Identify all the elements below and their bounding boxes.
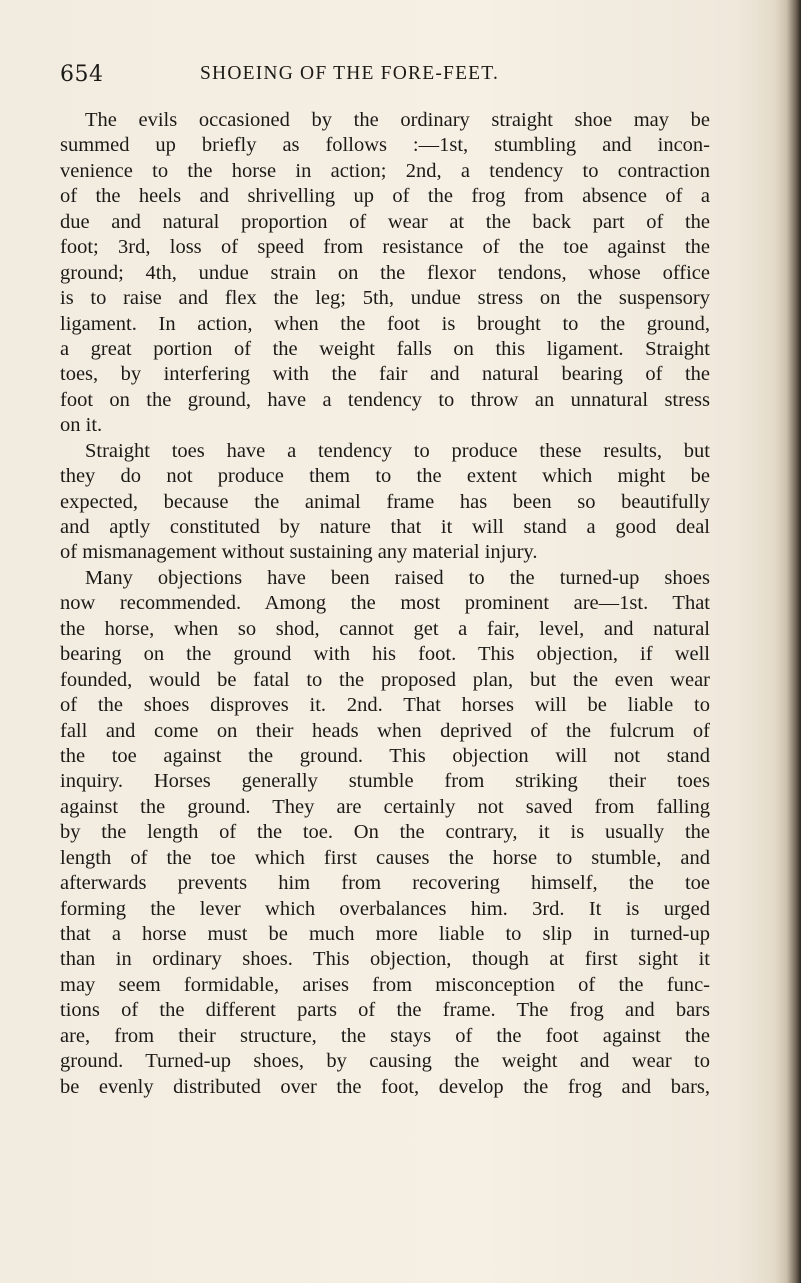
text-line: foot; 3rd, loss of speed from resistance of the toe against the bbox=[60, 236, 710, 259]
text-line: inquiry. Horses generally stumble from striking their toes bbox=[60, 770, 710, 793]
text-line: ligament. In action, when the foot is brought to the ground, bbox=[60, 312, 710, 335]
text-line: on it. bbox=[60, 414, 103, 437]
text-line: ground. Turned-up shoes, by causing the weight and wear to bbox=[60, 1050, 710, 1073]
text-line: and aptly constituted by nature that it will stand a good deal bbox=[60, 516, 710, 538]
text-line: toes, by interfering with the fair and natural bearing of the bbox=[60, 363, 710, 386]
page-number: 654 bbox=[60, 62, 104, 87]
text-line: afterwards prevents him from recovering himself, the toe bbox=[60, 872, 710, 895]
text-line: be evenly distributed over the foot, develop the frog and bars, bbox=[60, 1075, 710, 1098]
text-line: of the shoes disproves it. 2nd. That horses will be liable to bbox=[60, 694, 710, 717]
text-line: are, from their structure, the stays of the foot against the bbox=[60, 1024, 710, 1047]
text-line: now recommended. Among the most prominent are—1st. That bbox=[60, 592, 710, 615]
text-line: Straight toes have a tendency to produce these results, but bbox=[85, 439, 710, 462]
text-line: the toe against the ground. This objection will not stand bbox=[60, 744, 710, 767]
text-line: expected, because the animal frame has been so beautifully bbox=[60, 490, 710, 513]
text-line: than in ordinary shoes. This objection, though at first sight it bbox=[60, 948, 710, 971]
text-line: Many objections have been raised to the turned-up shoes bbox=[85, 566, 710, 589]
text-line: ground; 4th, undue strain on the flexor tendons, whose office bbox=[60, 261, 710, 284]
text-line: due and natural proportion of wear at the back part of the bbox=[60, 210, 710, 233]
text-line: forming the lever which overbalances him. 3rd. It is urged bbox=[60, 897, 710, 920]
text-line: fall and come on their heads when deprived of the fulcrum of bbox=[60, 719, 710, 742]
page-edge-shadow bbox=[775, 0, 801, 1283]
text-line: foot on the ground, have a tendency to throw an unnatural stress bbox=[60, 388, 710, 411]
text-line: venience to the horse in action; 2nd, a tendency to contraction bbox=[60, 159, 710, 182]
text-line: the horse, when so shod, cannot get a fair, level, and natural bbox=[60, 617, 710, 640]
running-head: SHOEING OF THE FORE-FEET. bbox=[200, 63, 500, 84]
text-line: founded, would be fatal to the proposed plan, but the even wear bbox=[60, 668, 710, 691]
text-line: of the heels and shrivelling up of the frog from absence of a bbox=[60, 185, 710, 208]
text-line: tions of the different parts of the frame. The frog and bars bbox=[60, 999, 710, 1022]
text-line: by the length of the toe. On the contrary, it is usually the bbox=[60, 821, 710, 844]
text-line: summed up briefly as follows :—1st, stumbling and incon- bbox=[60, 134, 710, 157]
text-line: they do not produce them to the extent which might be bbox=[60, 465, 710, 488]
text-line: may seem formidable, arises from misconception of the func- bbox=[60, 973, 710, 996]
text-line: that a horse must be much more liable to slip in turned-up bbox=[60, 923, 710, 945]
text-line: bearing on the ground with his foot. This objection, if well bbox=[60, 643, 710, 666]
text-line: of mismanagement without sustaining any material injury. bbox=[60, 541, 538, 564]
text-line: against the ground. They are certainly not saved from falling bbox=[60, 795, 710, 818]
text-line: a great portion of the weight falls on this ligament. Straight bbox=[60, 337, 710, 360]
body-text bbox=[60, 108, 710, 1100]
page-header bbox=[60, 62, 700, 98]
text-line: is to raise and flex the leg; 5th, undue stress on the suspensory bbox=[60, 287, 710, 310]
text-line: The evils occasioned by the ordinary straight shoe may be bbox=[85, 109, 710, 131]
text-line: length of the toe which first causes the horse to stumble, and bbox=[60, 846, 710, 869]
